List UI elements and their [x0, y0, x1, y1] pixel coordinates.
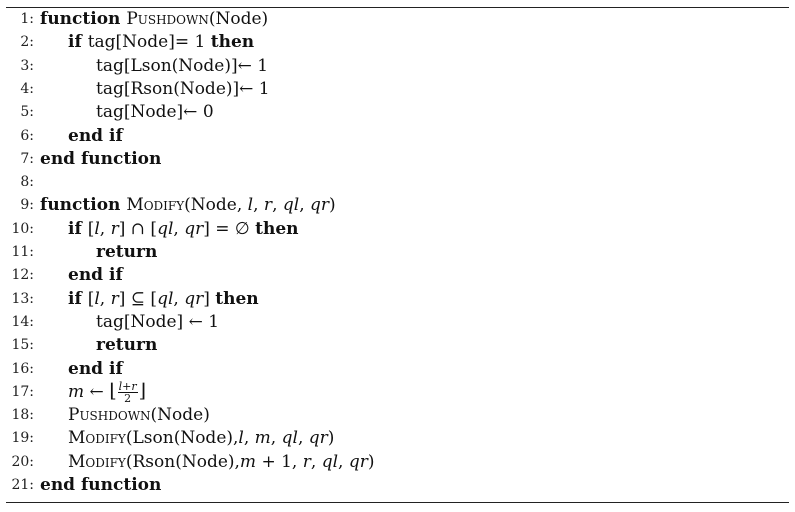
code-token: + 1,	[256, 451, 303, 472]
bottom-rule	[6, 502, 789, 503]
line-number: 12:	[11, 267, 34, 284]
code-token: (Node)	[208, 9, 269, 29]
math-variable: r	[302, 451, 311, 472]
code-line	[6, 8, 268, 31]
code-text	[40, 474, 161, 497]
code-token: ←	[84, 382, 110, 403]
code-text	[68, 218, 299, 241]
code-token: ,	[270, 428, 282, 449]
code-text	[96, 334, 157, 357]
code-line	[6, 101, 214, 124]
line-number: 7:	[20, 150, 34, 167]
code-text	[40, 8, 268, 31]
line-number: 21:	[11, 477, 34, 493]
math-variable: qr	[184, 218, 204, 239]
code-text	[68, 427, 334, 450]
math-variable: qr	[348, 451, 368, 472]
code-token: (Node,	[184, 195, 248, 216]
code-line	[6, 474, 161, 497]
line-number: 2:	[20, 34, 34, 51]
math-variable: ql	[157, 288, 174, 309]
line-number: 14:	[11, 313, 34, 330]
code-text	[68, 288, 259, 311]
code-line	[6, 334, 157, 357]
math-variable: l	[247, 195, 254, 216]
procedure-name: Pushdown	[126, 9, 209, 29]
math-variable: r	[263, 195, 273, 216]
line-number: 16:	[11, 360, 34, 377]
code-token: ] ⊆ [	[118, 288, 158, 309]
floor-bracket: ⌊	[109, 380, 117, 403]
math-variable: m	[239, 451, 257, 472]
line-number: 3:	[20, 57, 34, 74]
line-number: 6:	[20, 127, 34, 144]
code-token: ,	[272, 195, 283, 216]
code-text	[40, 148, 161, 171]
keyword: return	[96, 242, 158, 262]
code-token: (Lson(Node),	[125, 428, 239, 449]
floor-bracket: ⌋	[138, 380, 147, 403]
code-line	[6, 427, 334, 450]
code-token: tag[Rson(Node)]← 1	[96, 78, 270, 99]
math-variable: ql	[157, 218, 174, 239]
code-text	[96, 101, 214, 124]
fraction	[118, 381, 138, 404]
code-line	[6, 288, 259, 311]
keyword: return	[96, 335, 158, 356]
keyword: if	[68, 32, 88, 53]
line-number: 10:	[11, 220, 34, 237]
code-token: tag[Node] ← 1	[96, 311, 220, 332]
keyword: then	[215, 288, 259, 309]
line-number: 4:	[20, 80, 34, 97]
code-text	[68, 404, 210, 427]
code-token: ,	[173, 218, 185, 239]
math-variable: r	[110, 288, 119, 309]
line-number: 8:	[20, 174, 34, 191]
keyword: if	[68, 288, 88, 309]
code-token: ,	[99, 288, 111, 309]
code-text	[68, 125, 123, 148]
code-text	[68, 451, 374, 474]
code-line	[6, 78, 270, 101]
code-line	[6, 264, 123, 287]
keyword: end if	[68, 265, 123, 286]
code-line	[6, 404, 210, 427]
code-token: ,	[253, 195, 264, 216]
code-text	[68, 264, 123, 287]
code-line	[6, 218, 299, 241]
code-token: ] = ∅	[203, 218, 256, 239]
line-number: 9:	[20, 197, 34, 214]
math-variable: m	[254, 428, 271, 449]
line-number: 17:	[11, 383, 34, 400]
code-text	[96, 241, 157, 264]
line-number: 5:	[20, 104, 34, 121]
line-number: 15:	[11, 337, 34, 354]
code-token: ,	[297, 428, 309, 449]
math-variable: l	[238, 428, 244, 449]
code-token: ,	[173, 288, 185, 309]
code-token: )	[329, 195, 336, 216]
code-token: )	[327, 428, 335, 449]
code-token: tag[Node]= 1	[87, 32, 211, 53]
code-line	[6, 31, 254, 54]
math-variable: qr	[308, 428, 328, 449]
code-token: ,	[310, 451, 322, 472]
code-text	[96, 55, 268, 78]
procedure-name: Modify	[68, 428, 126, 449]
keyword: if	[68, 218, 88, 239]
code-text	[96, 311, 219, 334]
line-number: 18:	[11, 407, 34, 424]
math-variable: l	[94, 218, 100, 239]
line-number: 1:	[20, 11, 34, 27]
keyword: end if	[68, 125, 123, 146]
keyword: end function	[40, 475, 162, 495]
keyword: then	[255, 218, 299, 239]
procedure-name: Modify	[126, 195, 185, 216]
code-line	[6, 55, 268, 78]
code-text	[68, 380, 146, 404]
code-text	[68, 358, 123, 381]
line-number: 13:	[11, 290, 34, 307]
code-token: ]	[203, 288, 216, 309]
keyword: then	[210, 32, 255, 53]
code-text	[96, 78, 270, 101]
math-variable: m	[68, 382, 85, 403]
code-line	[6, 451, 374, 474]
code-token: ,	[299, 195, 311, 216]
line-number: 19:	[11, 430, 34, 447]
code-text	[68, 31, 254, 54]
code-line	[6, 148, 161, 171]
keyword: function	[40, 195, 127, 216]
math-variable: qr	[310, 195, 330, 216]
code-token: ,	[99, 218, 111, 239]
code-line	[6, 194, 336, 217]
code-token: [	[87, 288, 95, 309]
code-line	[6, 358, 123, 381]
fraction-denominator: 2	[124, 392, 132, 406]
code-line	[6, 171, 40, 194]
keyword: end function	[40, 148, 162, 169]
math-variable: ql	[281, 428, 298, 449]
line-number: 11:	[11, 244, 34, 260]
code-token: ] ∩ [	[118, 218, 158, 239]
code-token: (Rson(Node),	[125, 451, 240, 472]
keyword: end if	[68, 358, 123, 379]
math-variable: ql	[321, 451, 339, 472]
math-variable: l	[94, 288, 100, 309]
procedure-name: Modify	[68, 451, 126, 472]
procedure-name: Pushdown	[68, 405, 151, 426]
fraction-numerator: l+r	[118, 380, 137, 394]
code-line	[6, 241, 157, 264]
code-text	[40, 194, 336, 217]
math-variable: qr	[184, 288, 204, 309]
code-token: )	[367, 451, 375, 472]
code-token: ,	[243, 428, 255, 449]
code-token: (Node)	[150, 405, 210, 426]
code-line	[6, 125, 123, 148]
code-token: tag[Node]← 0	[96, 102, 214, 123]
code-line	[6, 311, 219, 334]
math-variable: ql	[282, 195, 300, 216]
keyword: function	[40, 9, 127, 29]
code-line	[6, 381, 146, 404]
line-number: 20:	[11, 453, 34, 470]
math-variable: r	[110, 218, 119, 239]
code-token: tag[Lson(Node)]← 1	[96, 55, 269, 76]
code-token: [	[87, 218, 95, 239]
code-token: ,	[338, 451, 349, 472]
